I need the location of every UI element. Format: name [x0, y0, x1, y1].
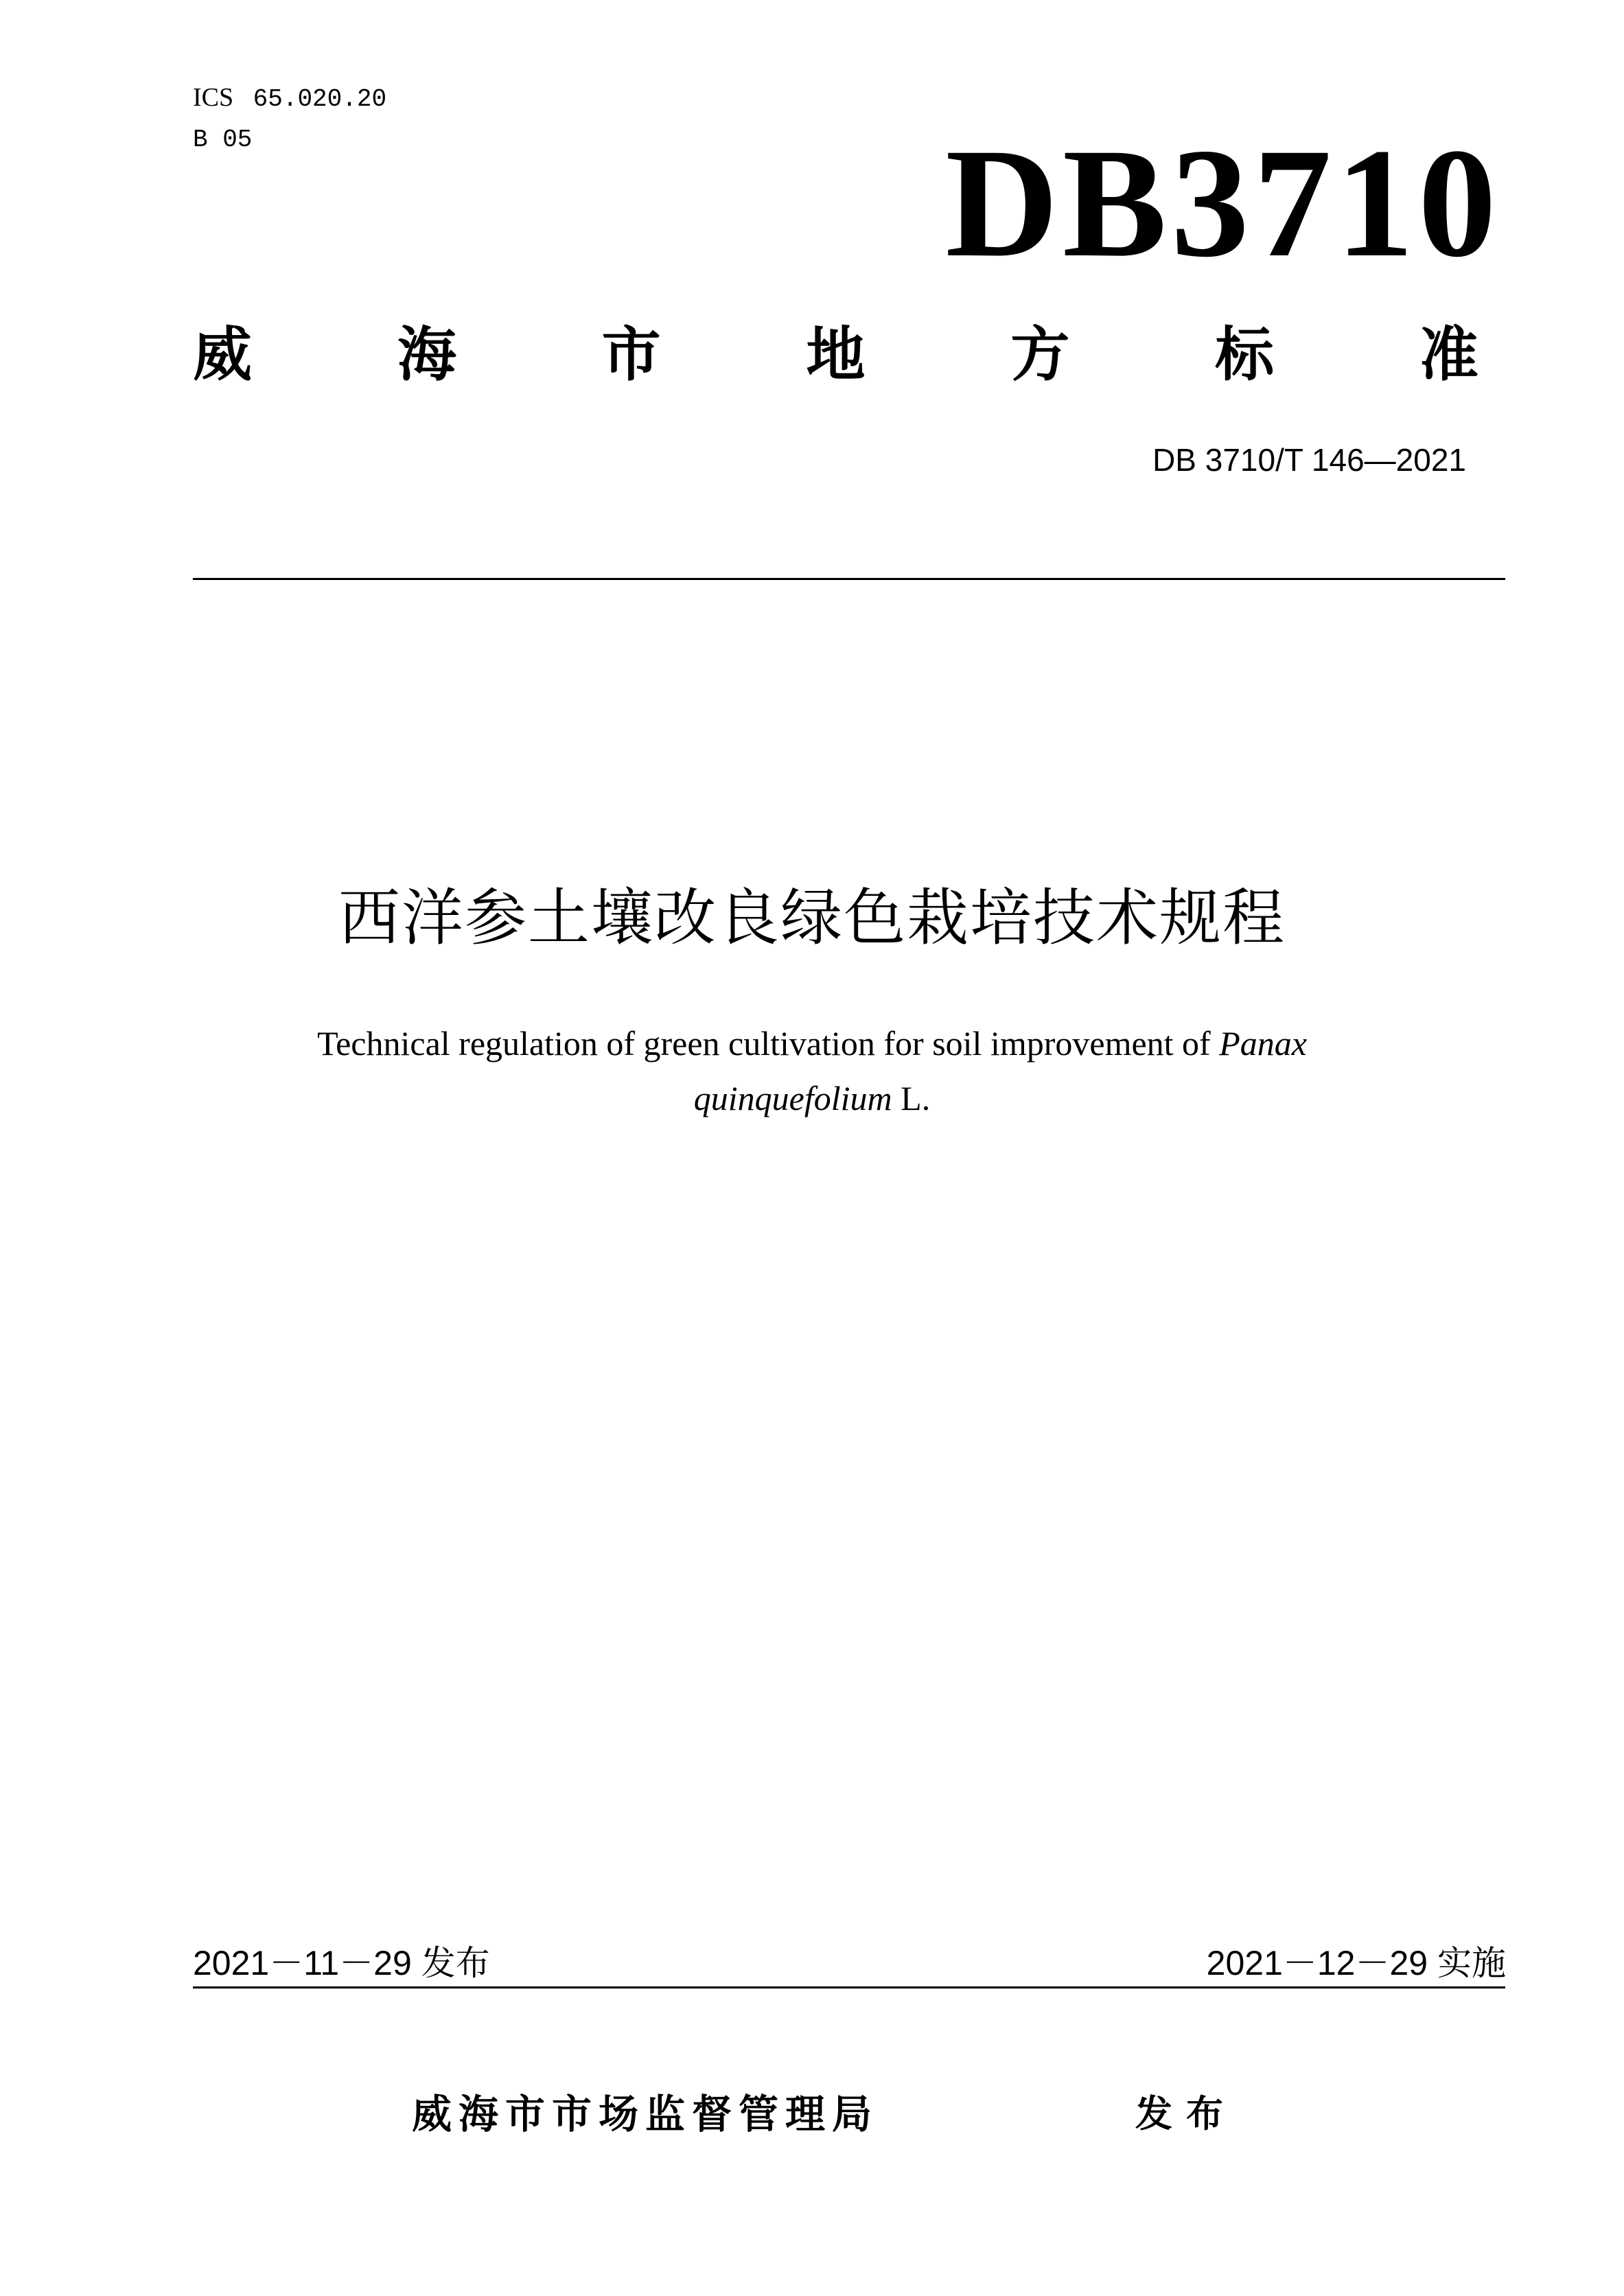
- standard-type-char: 威: [193, 321, 252, 389]
- english-title-line-1: [0, 1016, 1624, 1071]
- issuing-authority: 威海市市场监督管理局: [412, 2091, 879, 2137]
- english-title-genus: Panax: [1219, 1024, 1307, 1063]
- publish-label: 发布: [1135, 2092, 1237, 2135]
- standard-type-char: 海: [397, 321, 456, 389]
- standard-type-char: 地: [806, 321, 866, 389]
- standard-number: DB 3710/T 146—2021: [1152, 442, 1466, 478]
- english-title-text: Technical regulation of green cultivation for soil improvement of: [317, 1024, 1211, 1063]
- top-divider: [193, 578, 1505, 580]
- english-title-species: quinquefolium: [693, 1079, 892, 1117]
- ics-label: ICS: [193, 83, 234, 112]
- standard-type-char: 方: [1010, 321, 1070, 389]
- english-title-author: L.: [901, 1079, 931, 1117]
- english-title-line-2: [0, 1071, 1624, 1126]
- effective-date: 2021－12－29 实施: [1206, 1944, 1506, 1982]
- issue-date: 2021－11－29 发布: [193, 1944, 490, 1982]
- english-title: [0, 1016, 1624, 1126]
- standard-type-heading: [193, 317, 1478, 393]
- ccs-code: B 05: [193, 126, 253, 154]
- standard-type-char: 准: [1419, 321, 1478, 389]
- ics-line: [193, 81, 386, 116]
- standard-logo: DB3710: [945, 117, 1500, 290]
- standard-type-char: 市: [601, 321, 661, 389]
- ics-code: 65.020.20: [253, 85, 387, 113]
- standard-type-char: 标: [1215, 321, 1275, 389]
- chinese-title: 西洋参土壤改良绿色栽培技术规程: [338, 882, 1286, 954]
- bottom-divider: [193, 1986, 1505, 1988]
